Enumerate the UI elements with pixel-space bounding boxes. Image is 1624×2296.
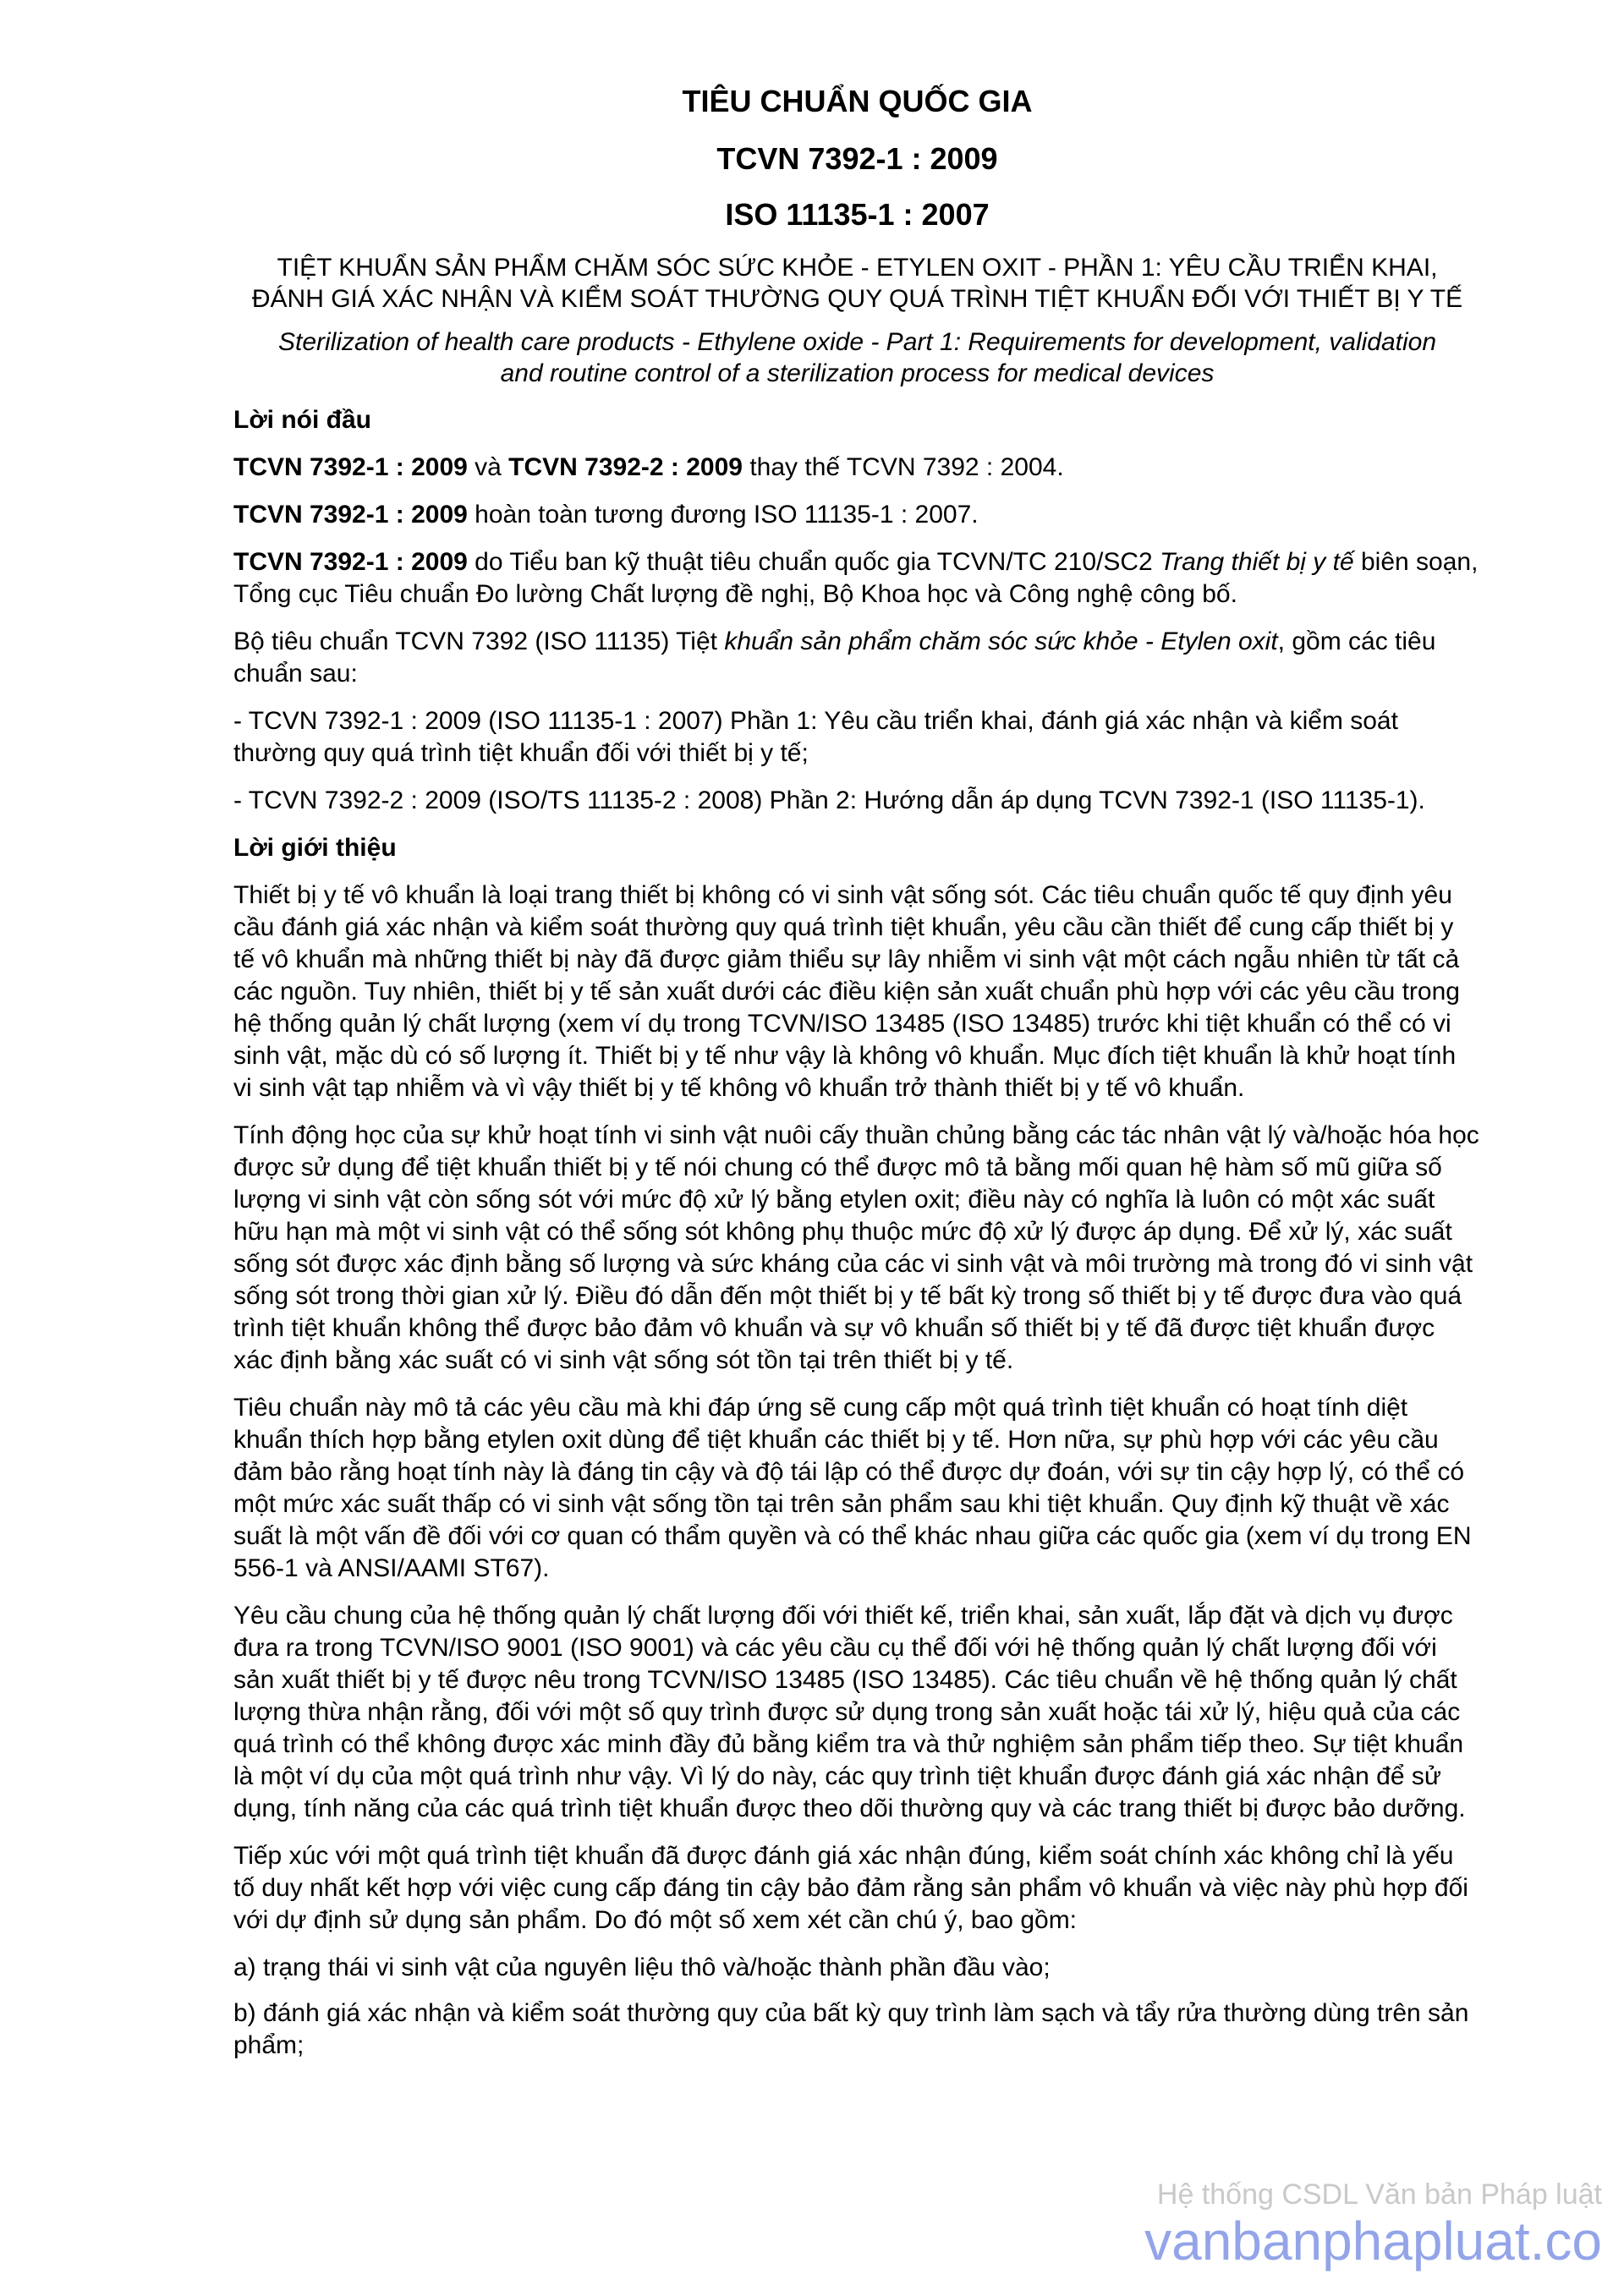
introduction-list-item-b: b) đánh giá xác nhận và kiểm soát thường quy của bất kỳ quy trình làm sạch và tẩy rửa thường dùng trên sản phẩm; [233, 1999, 1469, 2059]
standard-ref: TCVN 7392-1 : 2009 [233, 501, 468, 529]
document-title-english: Sterilization of health care products - Ethylene oxide - Part 1: Requirements for development, validation and routine control of a sterilization process for medical devices [277, 328, 1437, 387]
document-title-vietnamese: TIỆT KHUẨN SẢN PHẨM CHĂM SÓC SỨC KHỎE - ETYLEN OXIT - PHẦN 1: YÊU CẦU TRIỂN KHAI, ĐÁNH GIÁ XÁC NHẬN VÀ KIỂM SOÁT THƯỜNG QUY QUÁ TRÌNH TIỆT KHUẨN ĐỐI VỚI THIẾT BỊ Y TẾ [251, 254, 1463, 313]
text-run: Bộ tiêu chuẩn TCVN 7392 (ISO 11135) Tiệt [233, 627, 725, 655]
introduction-paragraph-4: Yêu cầu chung của hệ thống quản lý chất lượng đối với thiết kế, triển khai, sản xuất, lắp đặt và dịch vụ được đưa ra trong TCVN/ISO 9001 (ISO 9001) và các yêu cầu cụ thể đối với hệ thống quản lý chất lượng đối với sản xuất thiết bị y tế được nêu trong TCVN/ISO 13485 (ISO 13485). Các tiêu chuẩn về hệ thống quản lý chất lượng thừa nhận rằng, đối với một số quy trình được sử dụng trong sản xuất hoặc tái xử lý, hiệu quả của các quá trình có thể không được xác minh đầy đủ bằng kiểm tra và thử nghiệm sản phẩm tiếp theo. Sự tiệt khuẩn là một ví dụ của một quá trình như vậy. Vì lý do này, các quy trình tiệt khuẩn được đánh giá xác nhận để sử dụng, tính năng của các quá trình tiệt khuẩn được theo dõi thường quy và các trang thiết bị được bảo dưỡng. [233, 1602, 1466, 1822]
watermark-site: vanbanphapluat.co [1144, 2211, 1602, 2271]
text-run: hoàn toàn tương đương ISO 11135-1 : 2007. [467, 501, 979, 529]
foreword-list-item-1: - TCVN 7392-1 : 2009 (ISO 11135-1 : 2007) Phần 1: Yêu cầu triển khai, đánh giá xác nhận và kiểm soát thường quy quá trình tiệt khuẩn đối với thiết bị y tế; [233, 707, 1398, 767]
text-run: thay thế TCVN 7392 : 2004. [742, 453, 1064, 481]
italic-run: khuẩn sản phẩm chăm sóc sức khỏe - Etylen oxit [724, 627, 1278, 655]
foreword-paragraph-4 [233, 626, 1481, 690]
introduction-paragraph-5: Tiếp xúc với một quá trình tiệt khuẩn đã được đánh giá xác nhận đúng, kiểm soát chính xác không chỉ là yếu tố duy nhất kết hợp với việc cung cấp đáng tin cậy bảo đảm rằng sản phẩm vô khuẩn và việc này phù hợp đối với dự định sử dụng sản phẩm. Do đó một số xem xét cần chú ý, bao gồm: [233, 1842, 1468, 1934]
text-run: và [467, 453, 509, 481]
watermark [1144, 2178, 1602, 2271]
standard-ref: TCVN 7392-2 : 2009 [508, 453, 743, 481]
introduction-paragraph-2: Tính động học của sự khử hoạt tính vi sinh vật nuôi cấy thuần chủng bằng các tác nhân vật lý và/hoặc hóa học được sử dụng để tiệt khuẩn thiết bị y tế nói chung có thể được mô tả bằng mối quan hệ hàm số mũ giữa số lượng vi sinh vật còn sống sót với mức độ xử lý bằng etylen oxit; điều này có nghĩa là luôn có một xác suất hữu hạn mà một vi sinh vật có thể sống sót không phụ thuộc mức độ xử lý được áp dụng. Để xử lý, xác suất sống sót được xác định bằng số lượng và sức kháng của các vi sinh vật và môi trường mà trong đó vi sinh vật sống sót trong thời gian xử lý. Điều đó dẫn đến một thiết bị y tế bất kỳ trong số thiết bị y tế được đưa vào quá trình tiệt khuẩn không thể được bảo đảm vô khuẩn và sự vô khuẩn số thiết bị y tế đã được tiệt khuẩn được xác định bằng xác suất có vi sinh vật sống sót tồn tại trên thiết bị y tế. [233, 1121, 1479, 1374]
introduction-heading: Lời giới thiệu [233, 834, 397, 862]
text-run: do Tiểu ban kỹ thuật tiêu chuẩn quốc gia TCVN/TC 210/SC2 [467, 548, 1160, 576]
standard-ref: TCVN 7392-1 : 2009 [233, 453, 468, 481]
document-category: TIÊU CHUẨN QUỐC GIA [682, 84, 1033, 118]
introduction-list-item-a: a) trạng thái vi sinh vật của nguyên liệu thô và/hoặc thành phần đầu vào; [233, 1954, 1051, 1981]
document-page [233, 83, 1481, 2075]
standard-number-iso: ISO 11135-1 : 2007 [725, 197, 990, 232]
introduction-paragraph-3: Tiêu chuẩn này mô tả các yêu cầu mà khi đáp ứng sẽ cung cấp một quá trình tiệt khuẩn có hoạt tính diệt khuẩn thích hợp bằng etylen oxit dùng để tiệt khuẩn các thiết bị y tế. Hơn nữa, sự phù hợp với các yêu cầu đảm bảo rằng hoạt tính này là đáng tin cậy và độ tái lập có thể được dự đoán, với sự tin cậy hợp lý, có thể có một mức xác suất thấp có vi sinh vật sống tồn tại trên sản phẩm sau khi tiệt khuẩn. Quy định kỹ thuật về xác suất là một vấn đề đối với cơ quan có thẩm quyền và có thể khác nhau giữa các quốc gia (xem ví dụ trong EN 556-1 và ANSI/AAMI ST67). [233, 1394, 1472, 1582]
introduction-paragraph-1: Thiết bị y tế vô khuẩn là loại trang thiết bị không có vi sinh vật sống sót. Các tiêu chuẩn quốc tế quy định yêu cầu đánh giá xác nhận và kiểm soát thường quy quá trình tiệt khuẩn, yêu cầu cần thiết để cung cấp thiết bị y tế vô khuẩn mà những thiết bị này đã được giảm thiểu sự lây nhiễm vi sinh vật một cách ngẫu nhiên từ tất cả các nguồn. Tuy nhiên, thiết bị y tế sản xuất dưới các điều kiện sản xuất chuẩn phù hợp với các yêu cầu trong hệ thống quản lý chất lượng (xem ví dụ trong TCVN/ISO 13485 (ISO 13485) trước khi tiệt khuẩn có thể có vi sinh vật, mặc dù có số lượng ít. Thiết bị y tế như vậy là không vô khuẩn. Mục đích tiệt khuẩn là khử hoạt tính vi sinh vật tạp nhiễm và vì vậy thiết bị y tế không vô khuẩn trở thành thiết bị y tế vô khuẩn. [233, 881, 1460, 1102]
foreword-heading: Lời nói đầu [233, 406, 371, 434]
foreword-list-item-2: - TCVN 7392-2 : 2009 (ISO/TS 11135-2 : 2008) Phần 2: Hướng dẫn áp dụng TCVN 7392-1 (ISO 11135-1). [233, 786, 1425, 814]
watermark-caption: Hệ thống CSDL Văn bản Pháp luật [1156, 2178, 1602, 2211]
italic-run: Trang thiết bị y tế [1160, 548, 1354, 576]
text-run: , gồm các tiêu chuẩn sau: [233, 627, 1436, 688]
foreword-paragraph-1 [233, 452, 1481, 484]
foreword-paragraph-3 [233, 546, 1481, 611]
foreword-paragraph-2 [233, 499, 1481, 531]
text-run: biên soạn, Tổng cục Tiêu chuẩn Đo lường Chất lượng đề nghị, Bộ Khoa học và Công nghệ công bố. [233, 548, 1479, 608]
standard-ref: TCVN 7392-1 : 2009 [233, 548, 468, 576]
standard-number-tcvn: TCVN 7392-1 : 2009 [716, 141, 998, 176]
